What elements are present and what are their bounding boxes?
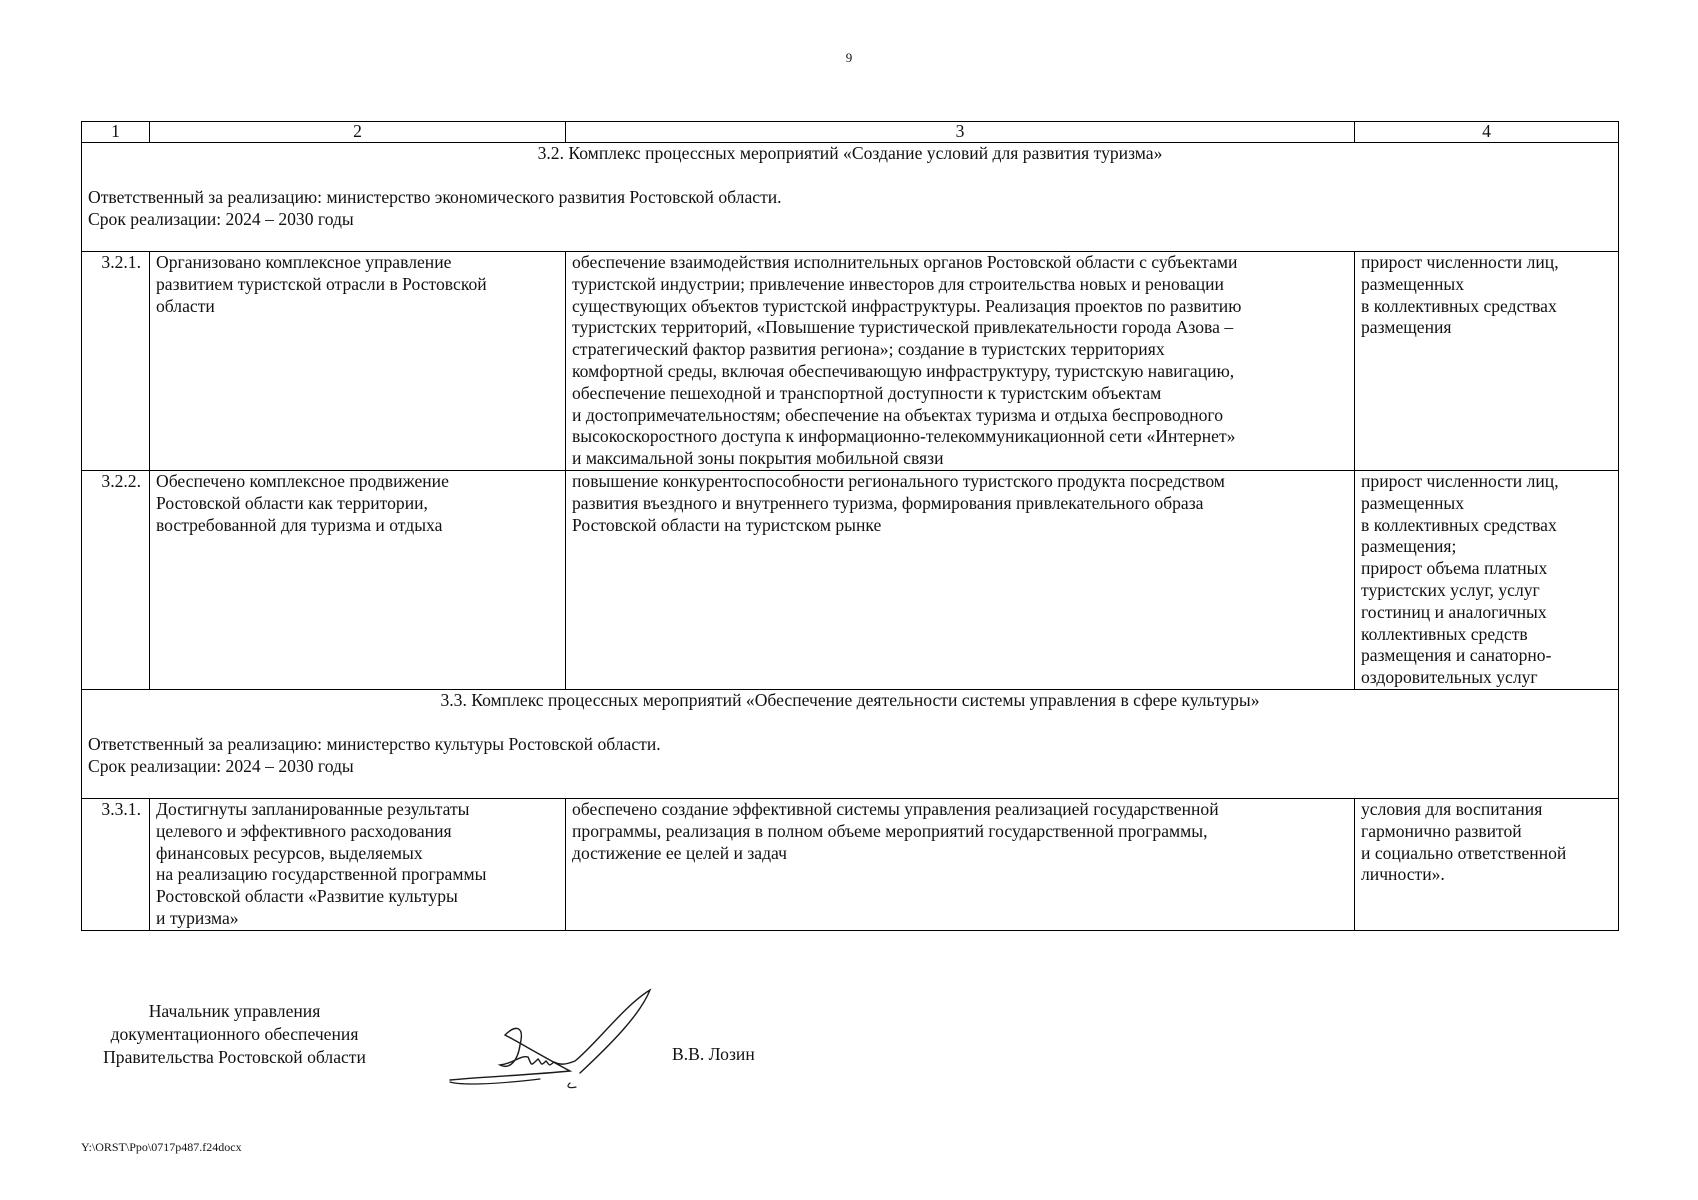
measures-table xyxy=(81,121,1619,931)
row-description: обеспечение взаимодействия исполнительных органов Ростовской области с субъектами туристской индустрии; привлечение инвесторов для строительства новых и реновации существующих объектов туристской инфраструктуры. Реализация проектов по развитию туристских территорий, «Повышение туристической привлекательности города Азова – стратегический фактор развития региона»; создание в туристских территориях комфортной среды, включая обеспечивающую инфраструктуру, туристскую навигацию, обеспечение пешеходной и транспортной доступности к туристским объектам и достопримечательностям; обеспечение на объектах туризма и отдыха беспроводного высокоскоростного доступа к информационно-телекоммуникационной сети «Интернет» и максимальной зоны покрытия мобильной связи xyxy=(566,252,1355,471)
table-header-row xyxy=(82,122,1619,143)
section-term: Срок реализации: 2024 – 2030 годы xyxy=(88,208,354,229)
header-cell: 1 xyxy=(82,122,150,143)
table-row xyxy=(82,252,1619,471)
section-responsible: Ответственный за реализацию: министерство экономического развития Ростовской области. xyxy=(88,186,782,207)
section-responsible: Ответственный за реализацию: министерство культуры Ростовской области. xyxy=(88,733,661,754)
file-path: Y:\ORST\Ppo\0717p487.f24docx xyxy=(81,1140,242,1154)
row-result: Организовано комплексное управление развитием туристской отрасли в Ростовской области xyxy=(150,252,566,471)
section-header-row xyxy=(82,143,1619,252)
row-indicator: условия для воспитания гармонично развитой и социально ответственной личности». xyxy=(1355,798,1619,930)
row-result: Достигнуты запланированные результаты целевого и эффективного расходования финансовых ресурсов, выделяемых на реализацию государственной программы Ростовской области «Развитие культуры и туризма» xyxy=(150,798,566,930)
row-number: 3.2.2. xyxy=(82,470,150,689)
row-result: Обеспечено комплексное продвижение Ростовской области как территории, востребованной для туризма и отдыха xyxy=(150,470,566,689)
row-description: повышение конкурентоспособности регионального туристского продукта посредством развития въездного и внутреннего туризма, формирования привлекательного образа Ростовской области на туристском рынке xyxy=(566,470,1355,689)
row-number: 3.3.1. xyxy=(82,798,150,930)
signer-name: В.В. Лозин xyxy=(672,1044,755,1064)
header-cell: 4 xyxy=(1355,122,1619,143)
header-cell: 3 xyxy=(566,122,1355,143)
signer-position: Начальник управления документационного обеспечения Правительства Ростовской области xyxy=(103,1001,366,1067)
row-description: обеспечено создание эффективной системы управления реализацией государственной программы, реализация в полном объеме мероприятий государственной программы, достижение ее целей и задач xyxy=(566,798,1355,930)
section-header-row xyxy=(82,689,1619,798)
row-indicator: прирост численности лиц, размещенных в коллективных средствах размещения; прирост объема платных туристских услуг, услуг гостиниц и аналогичных коллективных средств размещения и санаторно- оздоровительных услуг xyxy=(1355,470,1619,689)
row-number: 3.2.1. xyxy=(82,252,150,471)
table-row xyxy=(82,798,1619,930)
table-row xyxy=(82,470,1619,689)
signature-image xyxy=(420,985,660,1090)
section-title: 3.2. Комплекс процессных мероприятий «Создание условий для развития туризма» xyxy=(537,143,1163,163)
row-indicator: прирост численности лиц, размещенных в коллективных средствах размещения xyxy=(1355,252,1619,471)
page-number: 9 xyxy=(845,50,853,65)
section-term: Срок реализации: 2024 – 2030 годы xyxy=(88,755,354,776)
section-title: 3.3. Комплекс процессных мероприятий «Обеспечение деятельности системы управления в сфере культуры» xyxy=(440,689,1260,710)
header-cell: 2 xyxy=(150,122,566,143)
